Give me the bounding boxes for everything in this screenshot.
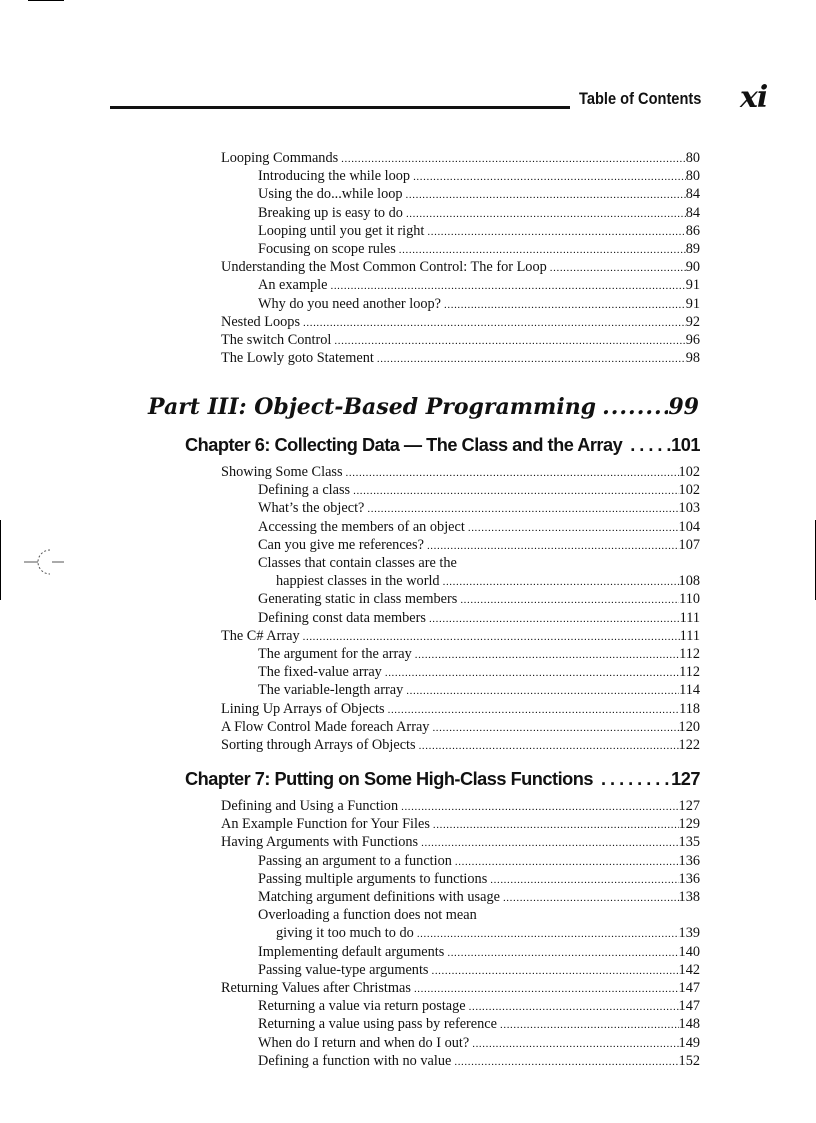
toc-entry-page: 120	[678, 718, 700, 735]
chapter-heading-6[interactable]	[185, 432, 700, 458]
toc-entry-page: 142	[678, 961, 700, 978]
toc-entry-page: 139	[678, 925, 700, 942]
toc-entry-title: Defining const data members	[258, 609, 426, 626]
toc-entry-page: 114	[679, 682, 700, 699]
toc-entry[interactable]	[221, 627, 700, 645]
dot-leader	[303, 627, 680, 646]
dot-leader	[500, 1015, 679, 1034]
toc-entry-title: Passing multiple arguments to functions	[258, 870, 488, 887]
toc-entry-title: Can you give me references?	[258, 536, 424, 553]
chapter-heading-7[interactable]	[185, 766, 700, 792]
chapter-title: Chapter 7: Putting on Some High-Class Functions	[185, 769, 593, 789]
toc-entry-page: 136	[678, 852, 700, 869]
toc-entry-page: 135	[678, 834, 700, 851]
toc-entry-title: Defining and Using a Function	[221, 798, 399, 814]
toc-entry[interactable]	[258, 906, 700, 924]
toc-entry-title: A Flow Control Made foreach Array	[221, 718, 430, 735]
dot-leader	[346, 463, 679, 482]
toc-entry-page: 104	[678, 518, 700, 535]
toc-entry-title: Using the do...while loop	[258, 186, 403, 203]
dot-leader	[602, 389, 668, 425]
dot-leader	[385, 663, 679, 682]
toc-entry[interactable]	[258, 481, 700, 499]
toc-entry-page: 112	[679, 646, 700, 662]
toc-entry[interactable]	[258, 1052, 700, 1070]
toc-entry-page: 147	[678, 980, 700, 996]
toc-entry-page: 92	[685, 313, 700, 330]
toc-entry-title: happiest classes in the world	[276, 573, 440, 590]
dot-leader	[429, 609, 680, 628]
toc-entry[interactable]	[258, 167, 700, 185]
toc-entry-title: An example	[258, 277, 328, 294]
toc-entry-page: 102	[678, 464, 700, 480]
dot-leader	[406, 681, 679, 700]
dot-leader	[419, 736, 679, 755]
toc-entry[interactable]	[258, 240, 700, 258]
toc-entry-title: Returning a value using pass by reference	[258, 1016, 497, 1033]
toc-entry[interactable]	[258, 852, 700, 870]
dot-leader	[455, 852, 679, 871]
dot-leader	[414, 979, 679, 998]
toc-entry-page: 111	[679, 627, 700, 644]
toc-entry-title: The fixed-value array	[258, 664, 382, 681]
toc-entry[interactable]	[221, 815, 700, 833]
toc-entry-page: 91	[685, 295, 700, 312]
toc-entry-title: Focusing on scope rules	[258, 241, 396, 257]
dot-leader	[550, 258, 686, 277]
dot-leader	[490, 870, 678, 889]
toc-entry-page: 84	[685, 186, 700, 203]
toc-entry-title: Implementing default arguments	[258, 943, 445, 960]
dot-leader	[415, 645, 679, 664]
toc-entry-page: 129	[678, 816, 700, 833]
dot-leader	[472, 1034, 678, 1053]
dot-leader	[413, 167, 686, 186]
dot-leader	[630, 432, 671, 458]
toc-entry[interactable]	[221, 979, 700, 997]
toc-entry[interactable]	[258, 518, 700, 536]
dot-leader	[388, 700, 679, 719]
toc-entry-title: The Lowly goto Statement	[221, 350, 374, 367]
toc-entry[interactable]	[258, 997, 700, 1015]
toc-entry[interactable]	[221, 736, 700, 754]
toc-entry-page: 107	[678, 536, 700, 553]
toc-entry-title: The argument for the array	[258, 646, 412, 662]
dot-leader	[601, 766, 671, 792]
toc-entry[interactable]	[258, 609, 700, 627]
dot-leader	[417, 924, 679, 943]
toc-entry[interactable]	[221, 718, 700, 736]
toc-entry-title: The switch Control	[221, 332, 332, 348]
toc-entry-title: Looping Commands	[221, 150, 339, 166]
part-page: 99	[668, 394, 699, 420]
toc-entry-page: 111	[679, 609, 700, 626]
toc-entry[interactable]	[258, 888, 700, 906]
toc-entry-title: Returning a value via return postage	[258, 998, 466, 1015]
toc-entry[interactable]	[258, 645, 700, 663]
dot-leader	[503, 888, 679, 907]
toc-entry-page: 140	[678, 943, 700, 960]
toc-entry[interactable]	[221, 700, 700, 718]
toc-entry-page: 118	[679, 700, 700, 717]
toc-entry-page: 80	[685, 168, 700, 185]
chapter-page: 101	[671, 435, 700, 455]
toc-entry[interactable]	[258, 499, 700, 517]
dot-leader	[447, 943, 678, 962]
toc-entry[interactable]	[258, 590, 700, 608]
toc-entry-page: 89	[685, 241, 700, 257]
toc-entry-title: Sorting through Arrays of Objects	[221, 737, 416, 753]
dot-leader	[431, 961, 678, 980]
toc-entry[interactable]	[221, 463, 700, 481]
toc-entry[interactable]	[221, 797, 700, 815]
dot-leader	[433, 815, 679, 834]
toc-entry[interactable]	[221, 149, 700, 167]
toc-entry-page: 90	[685, 259, 700, 276]
toc-entry-page: 91	[685, 277, 700, 294]
toc-entry-title: Matching argument definitions with usage	[258, 889, 500, 905]
toc-entry-title: Returning Values after Christmas	[221, 980, 411, 996]
chapter-page: 127	[671, 769, 700, 789]
toc-entry-page: 102	[678, 482, 700, 499]
toc-entry-title: Understanding the Most Common Control: The for Loop	[221, 259, 547, 276]
toc-entry-page: 152	[678, 1052, 700, 1069]
crop-mark-top	[28, 0, 64, 1]
toc-entry-title: Classes that contain classes are the	[258, 555, 457, 571]
toc-entry-title: The variable-length array	[258, 682, 404, 699]
dot-leader	[353, 481, 678, 500]
dot-leader	[427, 536, 679, 555]
toc-entry-title: The C# Array	[221, 627, 300, 644]
toc-entry[interactable]	[221, 313, 700, 331]
chapter-title: Chapter 6: Collecting Data — The Class and the Array	[185, 435, 623, 455]
toc-entry-title: Showing Some Class	[221, 464, 343, 480]
toc-entry-page: 136	[678, 870, 700, 887]
dot-leader	[401, 797, 678, 816]
toc-entry-page: 112	[679, 664, 700, 681]
toc-entry-page: 127	[678, 798, 700, 814]
toc-entry-title: giving it too much to do	[276, 925, 414, 942]
page-folio: xi	[740, 80, 768, 115]
toc-entry[interactable]	[258, 1015, 700, 1033]
toc-entry-title: When do I return and when do I out?	[258, 1034, 470, 1051]
toc-entry[interactable]	[258, 222, 700, 240]
toc-entry[interactable]	[258, 536, 700, 554]
dot-leader	[367, 499, 678, 518]
toc-entry[interactable]	[258, 204, 700, 222]
toc-entry[interactable]	[221, 833, 700, 851]
toc-entry[interactable]	[258, 276, 700, 294]
toc-entry-title: Breaking up is easy to do	[258, 204, 403, 221]
dot-leader	[334, 331, 685, 350]
registration-mark-icon	[24, 544, 64, 580]
dot-leader	[303, 313, 686, 332]
toc-entry[interactable]	[258, 295, 700, 313]
toc-entry-title: Accessing the members of an object	[258, 518, 465, 535]
toc-entry[interactable]	[258, 961, 700, 979]
toc-entry-page: 148	[678, 1016, 700, 1033]
toc-entry-page: 96	[685, 332, 700, 348]
toc-entry-title: Generating static in class members	[258, 591, 458, 608]
running-head	[110, 80, 790, 120]
toc-entry-page: 98	[685, 350, 700, 367]
toc-entry-page: 108	[678, 573, 700, 590]
dot-leader	[454, 1052, 678, 1071]
toc-entry-title: What’s the object?	[258, 500, 365, 517]
dot-leader	[460, 590, 679, 609]
toc-entry[interactable]	[258, 943, 700, 961]
toc-entry-page: 149	[678, 1034, 700, 1051]
dot-leader	[330, 276, 685, 295]
dot-leader	[427, 222, 685, 241]
toc-entry[interactable]	[258, 185, 700, 203]
toc-entry[interactable]	[276, 924, 700, 942]
dot-leader	[443, 572, 679, 591]
toc-entry[interactable]	[258, 870, 700, 888]
toc-entry-page: 147	[678, 998, 700, 1015]
toc-entry-page: 86	[685, 222, 700, 239]
toc-entry[interactable]	[221, 258, 700, 276]
toc-entry-page: 138	[678, 889, 700, 905]
toc-entry-title: Overloading a function does not mean	[258, 907, 477, 924]
header-rule	[110, 106, 570, 109]
toc-entry-title: An Example Function for Your Files	[221, 816, 430, 833]
part-title: Part III: Object-Based Programming	[148, 394, 597, 420]
toc-entry-page: 110	[679, 591, 700, 608]
dot-leader	[444, 295, 686, 314]
toc-entry-title: Why do you need another loop?	[258, 295, 442, 312]
toc-entry-title: Introducing the while loop	[258, 168, 411, 185]
toc-entry[interactable]	[258, 663, 700, 681]
toc-entry[interactable]	[221, 331, 700, 349]
toc-entry-page: 122	[678, 737, 700, 753]
toc-entry-title: Lining Up Arrays of Objects	[221, 700, 385, 717]
toc-entry-title: Having Arguments with Functions	[221, 834, 419, 851]
dot-leader	[421, 833, 678, 852]
toc-entry[interactable]	[258, 1034, 700, 1052]
toc-entry-title: Nested Loops	[221, 313, 301, 330]
toc-entry-page: 103	[678, 500, 700, 517]
dot-leader	[399, 240, 686, 259]
toc-entry[interactable]	[258, 681, 700, 699]
toc-entry[interactable]	[276, 572, 700, 590]
toc-entry-page: 80	[685, 150, 700, 166]
dot-leader	[341, 149, 686, 168]
dot-leader	[432, 718, 678, 737]
dot-leader	[377, 349, 686, 368]
part-heading[interactable]	[148, 389, 699, 425]
toc-entry[interactable]	[258, 554, 700, 572]
toc-entry-page: 84	[685, 204, 700, 221]
toc-entry-title: Defining a function with no value	[258, 1052, 452, 1069]
crop-mark-left	[0, 520, 1, 600]
running-head-title: Table of Contents	[579, 89, 702, 108]
dot-leader	[468, 518, 679, 537]
toc-entry-title: Passing value-type arguments	[258, 961, 429, 978]
toc-entry[interactable]	[221, 349, 700, 367]
dot-leader	[469, 997, 679, 1016]
dot-leader	[406, 204, 686, 223]
dot-leader	[406, 185, 686, 204]
toc-entry-title: Looping until you get it right	[258, 222, 425, 239]
toc-entry-title: Defining a class	[258, 482, 351, 499]
toc-entry-title: Passing an argument to a function	[258, 852, 452, 869]
